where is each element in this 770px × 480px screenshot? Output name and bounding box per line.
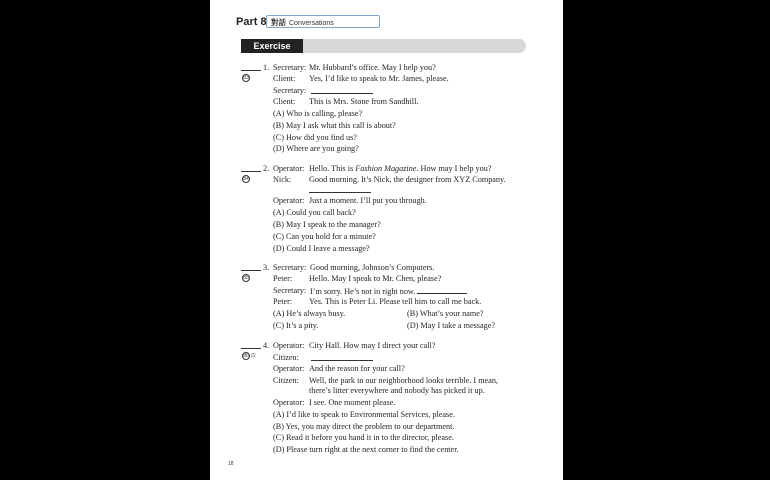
- exercise-title: Exercise: [241, 39, 303, 53]
- dialogue-blank[interactable]: [311, 86, 373, 97]
- question-4: [241, 341, 557, 461]
- dialogue-line: This is Mrs. Stone from Sandhill.: [309, 97, 419, 106]
- option-b[interactable]: (B) May I ask what this call is about?: [273, 121, 396, 130]
- option-b[interactable]: (B) What’s your name?: [407, 309, 484, 318]
- speaker: Secretary:: [273, 86, 307, 95]
- option-d[interactable]: (D) Please turn right at the next corner to find the center.: [273, 445, 459, 454]
- option-d[interactable]: (D) Where are you going?: [273, 144, 359, 153]
- question-number: 4.: [263, 341, 270, 350]
- part-title: Part 8: [236, 16, 267, 28]
- question-3: [241, 263, 557, 338]
- audio-track-icon[interactable]: 85: [243, 275, 249, 281]
- speaker: Operator:: [273, 164, 305, 173]
- dialogue-line: Yes. This is Peter Li. Please tell him to call me back.: [309, 297, 482, 306]
- dialogue-line: there’s litter everywhere and nobody has picked it up.: [309, 386, 485, 395]
- audio-track-icon[interactable]: 84: [243, 176, 249, 182]
- speaker: Client:: [273, 74, 296, 83]
- speaker: Citizen:: [273, 376, 299, 385]
- audio-track-icon[interactable]: 86: [243, 353, 249, 359]
- dialogue-line: Mr. Hubbard’s office. May I help you?: [309, 63, 436, 72]
- dialogue-line: Good morning, Johnson’s Computers.: [310, 263, 435, 272]
- document-page: [210, 0, 563, 480]
- speaker: Peter:: [273, 274, 293, 283]
- dialogue-line: Just a moment. I’ll put you through.: [309, 196, 427, 205]
- option-b[interactable]: (B) May I speak to the manager?: [273, 220, 381, 229]
- dialogue-line: Well, the park in our neighborhood looks terrible. I mean,: [309, 376, 498, 385]
- speaker: Citizen:: [273, 353, 299, 362]
- part-label-en: Conversations: [289, 20, 334, 27]
- question-number: 3.: [263, 263, 270, 272]
- dialogue-blank[interactable]: [417, 286, 467, 294]
- dialogue-blank[interactable]: [309, 185, 371, 196]
- option-c[interactable]: (C) Read it before you hand it in to the director, please.: [273, 433, 454, 442]
- question-number: 1.: [263, 63, 270, 72]
- dialogue-line: Good morning. It’s Nick, the designer from XYZ Company.: [309, 175, 506, 184]
- question-number: 2.: [263, 164, 270, 173]
- option-c[interactable]: (C) Can you hold for a minute?: [273, 232, 376, 241]
- speaker: Operator:: [273, 398, 305, 407]
- dialogue-line: Yes, I’d like to speak to Mr. James, please.: [309, 74, 449, 83]
- option-c[interactable]: (C) How did you find us?: [273, 133, 357, 142]
- option-c[interactable]: (C) It’s a pity.: [273, 321, 319, 330]
- answer-blank[interactable]: [241, 164, 261, 175]
- speaker: Operator:: [273, 196, 305, 205]
- dialogue-blank[interactable]: [311, 353, 373, 364]
- option-a[interactable]: (A) I’d like to speak to Environmental Services, please.: [273, 410, 455, 419]
- dialogue-line: And the reason for your call?: [309, 364, 405, 373]
- option-b[interactable]: (B) Yes, you may direct the problem to our department.: [273, 422, 455, 431]
- option-a[interactable]: (A) Could you call back?: [273, 208, 356, 217]
- dialogue-line: Hello. May I speak to Mr. Chen, please?: [309, 274, 442, 283]
- question-1: [241, 63, 557, 158]
- option-d[interactable]: (D) May I take a message?: [407, 321, 495, 330]
- dialogue-line: City Hall. How may I direct your call?: [309, 341, 436, 350]
- speaker: Secretary:: [273, 286, 307, 295]
- question-2: [241, 164, 557, 259]
- speaker: Secretary:: [273, 63, 307, 72]
- speaker: Peter:: [273, 297, 293, 306]
- speaker: Client:: [273, 97, 296, 106]
- answer-blank[interactable]: [241, 63, 261, 74]
- part-label-box: [266, 15, 380, 28]
- dialogue-line: I’m sorry. He’s not in right now.: [310, 286, 467, 297]
- speaker: Secretary:: [273, 263, 307, 272]
- speaker: Operator:: [273, 341, 305, 350]
- page-number: 18: [228, 461, 234, 467]
- speaker: Operator:: [273, 364, 305, 373]
- speaker: Nick:: [273, 175, 292, 184]
- option-a[interactable]: (A) He’s always busy.: [273, 309, 346, 318]
- answer-blank[interactable]: [241, 341, 261, 352]
- part-label-jp: 對話: [271, 18, 286, 27]
- audio-track-icon[interactable]: 83: [243, 75, 249, 81]
- option-d[interactable]: (D) Could I leave a message?: [273, 244, 370, 253]
- option-a[interactable]: (A) Who is calling, please?: [273, 109, 363, 118]
- dialogue-line: Hello. This is Fashion Magazine. How may I help you?: [309, 164, 492, 173]
- answer-blank[interactable]: [241, 263, 261, 274]
- dialogue-line: I see. One moment please.: [309, 398, 396, 407]
- revised-mark: 改: [251, 353, 257, 359]
